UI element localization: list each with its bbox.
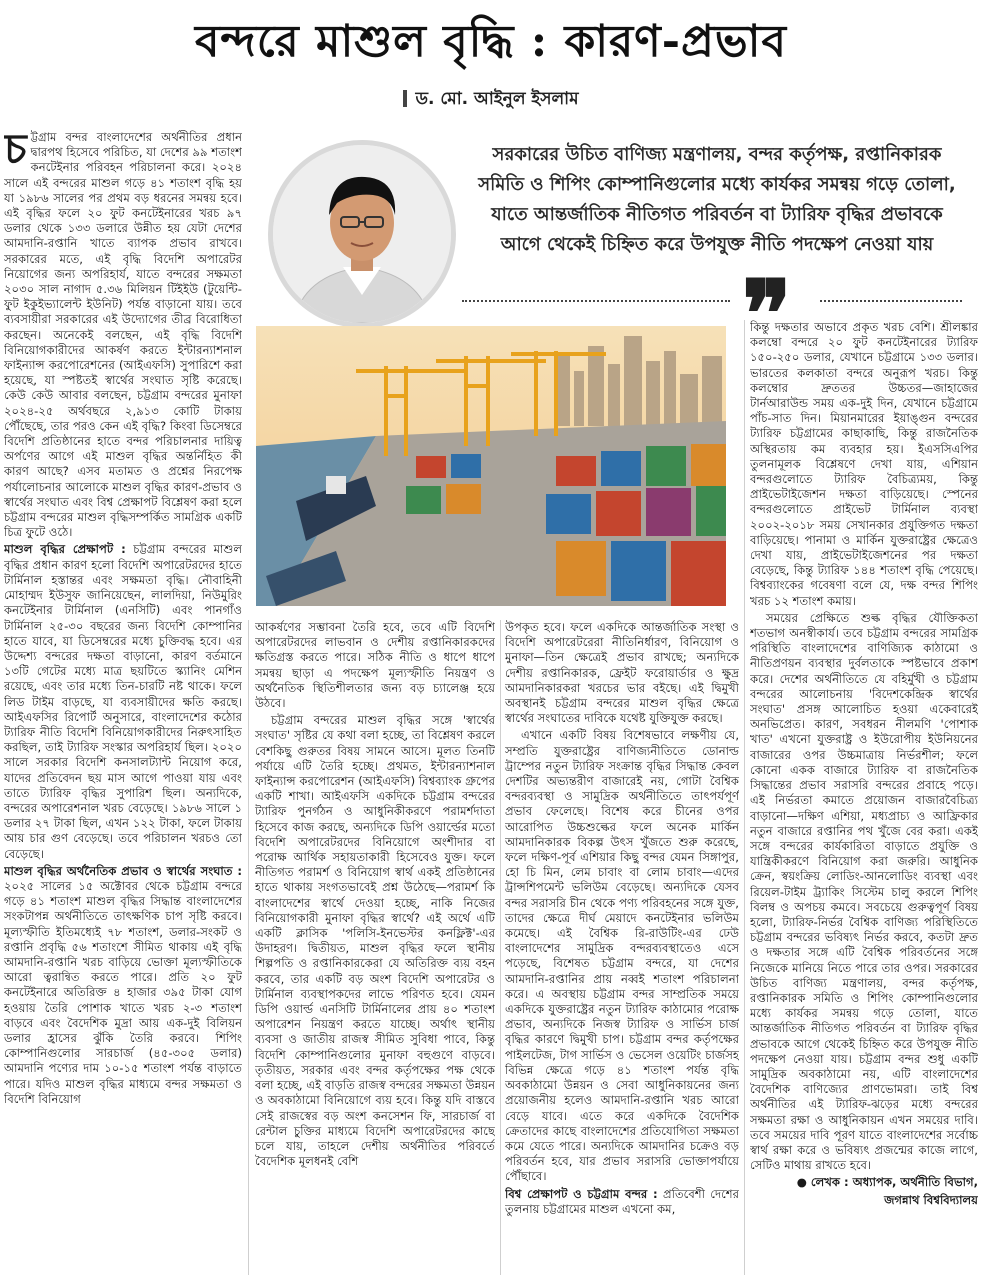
paragraph: কিন্তু দক্ষতার অভাবে প্রকৃত খরচ বেশি। শ্রীলঙ্কার কলম্বো বন্দরে ২০ ফুট কনটেইনারের ট্যারিফ ১৫০-২৫০ ডলার, যেখানে চট্টগ্রামে ১৩৩ ডলার। ভারতের কলকাতা বন্দরে অনুরূপ খরচ। কিন্তু কলম্বোর দ্রুততর উচ্চতর—জাহাজের টার্নআরাউন্ড সময় এক-দুই দিন, যেখানে চট্টগ্রামে পাঁচ-সাত দিন। মিয়ানমারের ইয়াঙ্গুন বন্দরের ট্যারিফ চট্টগ্রামের কাছাকাছি, কিন্তু রাজনৈতিক অস্থিরতায় কম ব্যবহার হয়। ইএসসিএপির তুলনামূলক বিশ্লেষণে দেখা যায়, এশিয়ান বন্দরগুলোতে ট্যারিফ বৈচিত্র্যময়, কিন্তু প্রাইভেটাইজেশন দক্ষতা বাড়িয়েছে। স্পেনের বন্দরগুলোতে প্রাইভেট টার্মিনাল ব্যবস্থা ২০০২-২০১৮ সময় সেখানকার প্রযুক্তিগত দক্ষতা বাড়িয়েছে। পানামা ও মার্কিন যুক্তরাষ্ট্রের ক্ষেত্রেও দেখা যায়, প্রাইভেটাইজেশনের পর দক্ষতা বেড়েছে, কিন্তু ট্যারিফ ১৪৪ শতাংশ বৃদ্ধি পেয়েছে। বিশ্বব্যাংকের গবেষণা বলে যে, দক্ষ বন্দর শিপিং খরচ ১২ শতাংশ কমায়। [750,320,978,608]
paragraph: বিশ্ব প্রেক্ষাপট ও চট্টগ্রাম বন্দর : প্রতিবেশী দেশের তুলনায় চট্টগ্রামের মাশুল এখনো কম, [505,1186,739,1216]
subheading: মাশুল বৃদ্ধির প্রেক্ষাপট : [4,542,126,557]
quote-divider [462,300,730,302]
article-column-4 [750,320,978,1275]
subheading: বিশ্ব প্রেক্ষাপট ও চট্টগ্রাম বন্দর : [505,1186,658,1201]
subheading: মাশুল বৃদ্ধির অর্থনৈতিক প্রভাব ও স্বার্থের সংঘাত : [4,863,242,878]
article-column-1 [4,130,242,1275]
pull-quote: সরকারের উচিত বাণিজ্য মন্ত্রণালয়, বন্দর কর্তৃপক্ষ, রপ্তানিকারক সমিতি ও শিপিং কোম্পানিগুলোর মধ্যে কার্যকর সমন্বয় গড়ে তোলা, যাতে আন্তর্জাতিক নীতিগত পরিবর্তন বা ট্যারিফ বৃদ্ধির প্রভাবকে আগে থেকেই চিহ্নিত করে উপযুক্ত নীতি পদক্ষেপ নেওয়া যায় [478,144,956,255]
author-name: ড. মো. আইনুল ইসলাম [415,89,579,109]
paragraph: আকর্ষণের সম্ভাবনা তৈরি হবে, তবে এটি বিদেশি অপারেটরদের লাভবান ও দেশীয় রপ্তানিকারকদের ক্ষতিগ্রস্ত করতে পারে। সঠিক নীতি ও ধাপে ধাপে সমন্বয় ছাড়া এ পদক্ষেপ মূল্যস্ফীতি নিয়ন্ত্রণ ও অর্থনৈতিক স্থিতিশীলতার জন্য বড় চ্যালেঞ্জ হয়ে উঠবে। [255,620,495,711]
paragraph: চট্টগ্রাম বন্দরের মাশুল বৃদ্ধির সঙ্গে 'স্বার্থের সংঘাত' সৃষ্টির যে কথা বলা হচ্ছে, তা বিশ্লেষণ করলে বেশকিছু গুরুতর বিষয় সামনে আসে। মূলত তিনটি পর্যায়ে এটি তৈরি হচ্ছে। প্রথমত, ইন্টারন্যাশনাল ফাইন্যান্স করপোরেশন (আইএফসি) বিশ্বব্যাংক গ্রুপের একটি শাখা। আইএফসি একদিকে চট্টগ্রাম বন্দরের ট্যারিফ পুনর্গঠন ও আধুনিকীকরণে পরামর্শদাতা হিসেবে কাজ করছে, অন্যদিকে ডিপি ওয়ার্ল্ডের মতো বিদেশি অপারেটরদের বিনিয়োগে অংশীদার বা পরোক্ষ আর্থিক সহায়তাকারী হিসেবেও যুক্ত। ফলে নীতিগত পরামর্শ ও বিনিয়োগ স্বার্থ একই প্রতিষ্ঠানের হাতে থাকায় সংগতভাবেই প্রশ্ন উঠেছে—পরামর্শ কি বাংলাদেশের স্বার্থে দেওয়া হচ্ছে, নাকি নিজের বিনিয়োগকারী মুনাফা বৃদ্ধির স্বার্থে? এই অর্থে এটি একটি ক্লাসিক 'পলিসি-ইনভেস্টর কনফ্লিক্ট'-এর উদাহরণ। দ্বিতীয়ত, মাশুল বৃদ্ধির ফলে স্থানীয় শিল্পপতি ও রপ্তানিকারকেরা যে অতিরিক্ত ব্যয় বহন করবে, তার একটি বড় অংশ বিদেশি অপারেটর ও টার্মিনাল ব্যবস্থাপকদের লাভে পরিণত হবে। যেমন ডিপি ওয়ার্ল্ড এনসিটি টার্মিনালের প্রায় ৪০ শতাংশ অপারেশন নিয়ন্ত্রণ করতে যাচ্ছে। অর্থাৎ স্থানীয় ব্যবসা ও জাতীয় রাজস্ব সীমিত সুবিধা পাবে, কিন্তু বিদেশি কোম্পানিগুলোর মুনাফা বহুগুণে বাড়বে। তৃতীয়ত, সরকার এবং বন্দর কর্তৃপক্ষের পক্ষ থেকে বলা হচ্ছে, এই বাড়তি রাজস্ব বন্দরের সক্ষমতা উন্নয়ন ও অবকাঠামো বিনিয়োগে ব্যয় হবে। কিন্তু যদি বাস্তবে সেই রাজস্বের বড় অংশ কনসেশন ফি, সারচার্জ বা রেন্টাল চুক্তির মাধ্যমে বিদেশি অপারেটরদের কাছে চলে যায়, তাহলে দেশীয় অর্থনীতির পরিবর্তে বৈদেশিক মূলধনই বেশি [255,713,495,1169]
paragraph: মাশুল বৃদ্ধির অর্থনৈতিক প্রভাব ও স্বার্থের সংঘাত : ২০২৫ সালের ১৫ অক্টোবর থেকে চট্টগ্রাম বন্দরে গড়ে ৪১ শতাংশ মাশুল বৃদ্ধির সিদ্ধান্ত বাংলাদেশের সংকটাপন্ন অর্থনীতিতে তাৎক্ষণিক চাপ সৃষ্টি করবে। মূল্যস্ফীতি ইতিমধ্যেই ৭৮ শতাংশ, ডলার-সংকট ও রপ্তানি প্রবৃদ্ধি ৫৬ শতাংশে সীমিত থাকায় এই বৃদ্ধি আমদানি-রপ্তানি খরচ বাড়িয়ে ভোক্তা মূল্যস্ফীতিকে আরো ত্বরান্বিত করতে পারে। প্রতি ২০ ফুট কনটেইনারে অতিরিক্ত ৪ হাজার ৩৯৫ টাকা যোগ হওয়ায় তৈরি পোশাক খাতে খরচ ২-৩ শতাংশ বাড়বে এবং বৈদেশিক মুদ্রা আয় এক-দুই বিলিয়ন ডলার হ্রাসের ঝুঁকি তৈরি করবে। শিপিং কোম্পানিগুলোর সারচার্জ (৪৫-৩০৫ ডলার) আমদানি পণ্যের দাম ১০-১৫ শতাংশ পর্যন্ত বাড়াতে পারে। যদিও মাশুল বৃদ্ধির মাধ্যমে বন্দর সক্ষমতা ও বিদেশি বিনিয়োগ [4,863,242,1106]
paragraph: উপকৃত হবে। ফলে একদিকে আন্তর্জাতিক সংস্থা ও বিদেশি অপারেটরেরা নীতিনির্ধারণ, বিনিয়োগ ও মুনাফা—তিন ক্ষেত্রেই প্রভাব রাখছে; অন্যদিকে দেশীয় রপ্তানিকারক, ফ্রেইট ফরোয়ার্ডার ও ক্ষুদ্র আমদানিকারকরা খরচের ভার বইছে। এই দ্বিমুখী অবস্থানই চট্টগ্রাম বন্দরের মাশুল বৃদ্ধির ক্ষেত্রে স্বার্থের সংঘাতের দাবিকে যথেষ্ট যুক্তিযুক্ত করছে। [505,620,739,726]
author-photo-illustration [273,145,451,323]
byline [0,86,982,114]
article-column-3 [505,620,739,1275]
column-divider [744,320,745,1275]
byline-bar [403,90,407,107]
quote-divider [820,300,962,302]
column-divider [248,620,249,1275]
column-divider [500,620,501,1275]
paragraph: এখানে একটি বিষয় বিশেষভাবে লক্ষণীয় যে, সম্প্রতি যুক্তরাষ্ট্রের বাণিজ্যনীতিতে ডোনাল্ড ট্রাম্পের নতুন ট্যারিফ সংক্রান্ত বৃদ্ধির সিদ্ধান্ত কেবল দেশটির অভ্যন্তরীণ বাজারেই নয়, গোটা বৈশ্বিক বন্দরব্যবস্থা ও সামুদ্রিক অর্থনীতিতে তাৎপর্যপূর্ণ প্রভাব ফেলেছে। বিশেষ করে চীনের ওপর আরোপিত উচ্চশুল্কের ফলে অনেক মার্কিন আমদানিকারক বিকল্প উৎস খুঁজতে শুরু করেছে, ফলে দক্ষিণ-পূর্ব এশিয়ার কিছু বন্দর যেমন সিঙ্গাপুর, হো চি মিন, লেম চাবাং বা লোম চাবাং—এদের ট্রান্সশিপমেন্ট ভলিউম বেড়েছে। অন্যদিকে যেসব বন্দর সরাসরি চীন থেকে পণ্য পরিবহনের সঙ্গে যুক্ত, তাদের ক্ষেত্রে দীর্ঘ মেয়াদে কনটেইনার ভলিউম কমেছে। এই বৈশ্বিক রি-রাউটিং-এর ঢেউ বাংলাদেশের সামুদ্রিক বন্দরব্যবস্থাতেও এসে পড়েছে, বিশেষত চট্টগ্রাম বন্দরে, যা দেশের আমদানি-রপ্তানির প্রায় নব্বই শতাংশ পরিচালনা করে। এ অবস্থায় চট্টগ্রাম বন্দর সাম্প্রতিক সময়ে একদিকে যুক্তরাষ্ট্রের নতুন ট্যারিফ কাঠামোর পরোক্ষ প্রভাব, অন্যদিকে নিজস্ব ট্যারিফ ও সার্ভিস চার্জ বৃদ্ধির কারণে দ্বিমুখী চাপ। চট্টগ্রাম বন্দর কর্তৃপক্ষের পাইলটেজ, টাগ সার্ভিস ও ভেসেল ওয়েটিং চার্জসহ বিভিন্ন ক্ষেত্রে গড়ে ৪১ শতাংশ পর্যন্ত বৃদ্ধি অবকাঠামো উন্নয়ন ও সেবা আধুনিকায়নের জন্য প্রয়োজনীয় হলেও আমদানি-রপ্তানি খরচ আরো বেড়ে যাবে। এতে করে একদিকে বৈদেশিক ক্রেতাদের কাছে বাংলাদেশের প্রতিযোগিতা সক্ষমতা কমে যেতে পারে। অন্যদিকে আমদানির চক্রেও বড় পরিবর্তন হবে, যার প্রভাব সরাসরি ভোক্তাপর্যায়ে পৌঁছাবে। [505,728,739,1184]
quote-mark-icon: ❞ [742,260,792,368]
paragraph: মাশুল বৃদ্ধির প্রেক্ষাপট : চট্টগ্রাম বন্দরের মাশুল বৃদ্ধির প্রধান কারণ হলো বিদেশি অপারেটরদের হাতে টার্মিনাল হস্তান্তর এবং সক্ষমতা বৃদ্ধি। নৌবাহিনী মোহাম্মদ ইউসুফ জানিয়েছেন, লালদিয়া, নিউমুরিং কনটেইনার টার্মিনাল (এনসিটি) এবং পানগাঁও টার্মিনাল ২৫-৩০ বছরের জন্য বিদেশি কোম্পানির হাতে যাবে, যা ডিসেম্বরের মধ্যে চুক্তিবদ্ধ হবে। এর উদ্দেশ্য বন্দরের দক্ষতা বাড়ানো, কারণ বর্তমানে ১৩টি গেটের মধ্যে মাত্র ছয়টিতে স্ক্যানিং মেশিন রয়েছে, এবং তার মধ্যে তিন-চারটি নষ্ট থাকে। ফলে লিড টাইম বাড়ছে, যা ব্যবসায়ীদের ক্ষতি করছে। আইএফসির রিপোর্ট অনুসারে, বাংলাদেশের কঠোর ট্যারিফ নীতি বিদেশি বিনিয়োগকারীদের নিরুৎসাহিত করছিল, তাই ট্যারিফ সংস্কার অপরিহার্য ছিল। ২০২০ সালে সরকার বিদেশি কনসালট্যান্ট নিয়োগ করে, যাদের প্রতিবেদন ছয় মাস আগে পাওয়া যায় এবং তাতে ট্যারিফ বৃদ্ধির সুপারিশ ছিল। অন্যদিকে, বন্দরের অপারেশনাল খরচ বেড়েছে। ১৯৮৬ সালে ১ ডলার ২৭ টাকা ছিল, এখন ১২২ টাকা, ফলে টাকায় আয় চার গুণ বেড়েছে। তবে পরিচালন খরচও তো বেড়েছে। [4,542,242,861]
paragraph: চট্টগ্রাম বন্দর বাংলাদেশের অর্থনীতির প্রধান দ্বারপথ হিসেবে পরিচিত, যা দেশের ৯৯ শতাংশ কনটেইনার পরিবহন পরিচালনা করে। ২০২৪ সালে এই বন্দরের মাশুল গড়ে ৪১ শতাংশ বৃদ্ধি হয় যা ১৯৮৬ সালের পর প্রথম বড় ধরনের সমন্বয় হবে। এই বৃদ্ধির ফলে ২০ ফুট কনটেইনারের খরচ ৯৭ ডলার থেকে ১৩৩ ডলারে উন্নীত হয় যেটা দেশের আমদানি-রপ্তানি খাতে ব্যাপক প্রভাব রাখবে। সরকারের মতে, এই বৃদ্ধি বিদেশি অপারেটর নিয়োগের জন্য অপরিহার্য, যাতে বন্দরের সক্ষমতা ২০৩০ সাল নাগাদ ৫.৩৬ মিলিয়ন টিইইউ (টুয়েন্টি-ফুট ইকুইভ্যালেন্ট ইউনিট) পর্যন্ত বাড়ানো যায়। তবে ব্যবসায়ীরা সরকারের এই উদ্যোগের তীব্র বিরোধিতা করছেন। অনেকেই বলছেন, এই বৃদ্ধি বিদেশি বিনিয়োগকারীদের আকর্ষণ করতে ইন্টারন্যাশনাল ফাইন্যান্স করপোরেশনের (আইএফসি) সুপারিশে করা হয়েছে, যা স্পষ্টতই স্বার্থের সংঘাত সৃষ্টি করেছে। কেউ কেউ আবার বলছেন, চট্টগ্রাম বন্দরের মুনাফা ২০২৪-২৫ অর্থবছরে ২,৯১৩ কোটি টাকায় পৌঁছেছে, তার পরও কেন এই বৃদ্ধি? কিংবা ডিসেম্বরে বিদেশি প্রতিষ্ঠানের হাতে বন্দর পরিচালনার দায়িত্ব অর্পণের আগে এই মাশুল বৃদ্ধির অন্তর্নিহিত কী কারণ আছে? এসব মতামত ও প্রশ্নের নিরপেক্ষ পর্যালোচনার আলোকে মাশুল বৃদ্ধির কারণ-প্রভাব ও স্বার্থের সংঘাত এবং বিশ্ব প্রেক্ষাপট বিশ্লেষণ করা হলে চট্টগ্রাম বন্দরের মাশুল বৃদ্ধিসম্পর্কিত সামগ্রিক একটি চিত্র ফুটে ওঠে। [4,130,242,540]
article-column-2 [255,620,495,1275]
author-affiliation: জগন্নাথ বিশ্ববিদ্যালয় [884,1192,978,1207]
article-headline: বন্দরে মাশুল বৃদ্ধি : কারণ-প্রভাব [195,16,787,67]
port-photo [256,326,726,606]
port-illustration [256,326,726,606]
author-note: ● লেখক : অধ্যাপক, অর্থনীতি বিভাগ, [796,1175,978,1190]
author-portrait [268,140,456,328]
paragraph: সময়ের প্রেক্ষিতে শুল্ক বৃদ্ধির যৌক্তিকতা শতভাগ অনস্বীকার্য। তবে চট্টগ্রাম বন্দরের সামগ্রিক পরিস্থিতি বাংলাদেশের বাণিজ্যিক কাঠামো ও নীতিপ্রণয়ন ব্যবস্থার দুর্বলতাকে স্পষ্টভাবে প্রকাশ করে। দেশের অর্থনীতিতে যে বহির্মুখী ও চট্টগ্রাম বন্দরের আলোচনায় 'বিদেশকেন্দ্রিক স্বার্থের সংঘাত' প্রসঙ্গ আলোচিত হওয়া একেবারেই অনভিপ্রেত। কারণ, সবধরন নীলমণি 'পোশাক খাত' এখনো যুক্তরাষ্ট্র ও ইউরোপীয় ইউনিয়নের বাজারের ওপর উচ্চমাত্রায় নির্ভরশীল; ফলে কোনো একক বাজারে ট্যারিফ বা রাজনৈতিক সিদ্ধান্তের প্রভাব সরাসরি বন্দরের প্রবাহে পড়ে। এই নির্ভরতা কমাতে প্রয়োজন বাজারবৈচিত্র্য বাড়ানো—দক্ষিণ এশিয়া, মধ্যপ্রাচ্য ও আফ্রিকার নতুন বাজারে রপ্তানির পথ খুঁজে বের করা। একই সঙ্গে বন্দরের কার্যকারিতা বাড়াতে প্রযুক্তি ও যান্ত্রিকীকরণে বিনিয়োগ করা জরুরি। আধুনিক ক্রেন, স্বয়ংক্রিয় লোডিং-আনলোডিং ব্যবস্থা এবং রিয়েল-টাইম ট্র্যাকিং সিস্টেম চালু করলে শিপিং বিলম্ব ও অপচয় কমবে। সবচেয়ে গুরুত্বপূর্ণ বিষয় হলো, ট্যারিফ-নির্ভর বৈশ্বিক বাণিজ্য পরিস্থিতিতে চট্টগ্রাম বন্দরের ভবিষ্যৎ নির্ভর করবে, কতটা দ্রুত ও দক্ষতার সঙ্গে এটি বৈশ্বিক পরিবর্তনের সঙ্গে নিজেকে মানিয়ে নিতে পারে তার ওপর। সরকারের উচিত বাণিজ্য মন্ত্রণালয়, বন্দর কর্তৃপক্ষ, রপ্তানিকারক সমিতি ও শিপিং কোম্পানিগুলোর মধ্যে কার্যকর সমন্বয় গড়ে তোলা, যাতে আন্তর্জাতিক নীতিগত পরিবর্তন বা ট্যারিফ বৃদ্ধির প্রভাবকে আগে থেকেই চিহ্নিত করে উপযুক্ত নীতি পদক্ষেপ নেওয়া যায়। চট্টগ্রাম বন্দর শুধু একটি সামুদ্রিক অবকাঠামো নয়, এটি বাংলাদেশের বৈদেশিক বাণিজ্যের প্রাণভোমরা। তাই বিশ্ব অর্থনীতির এই ট্যারিফ-ঝড়ের মধ্যে বন্দরের সক্ষমতা রক্ষা ও আধুনিকায়ন এখন সময়ের দাবি। তবে সময়ের দাবি পূরণ যাতে বাংলাদেশের সর্বোচ্চ স্বার্থ রক্ষা করে ও ভবিষ্যৎ প্রজন্মের কাজে লাগে, সেটিও মাথায় রাখতে হবে। [750,610,978,1173]
drop-cap: চ [4,130,27,173]
